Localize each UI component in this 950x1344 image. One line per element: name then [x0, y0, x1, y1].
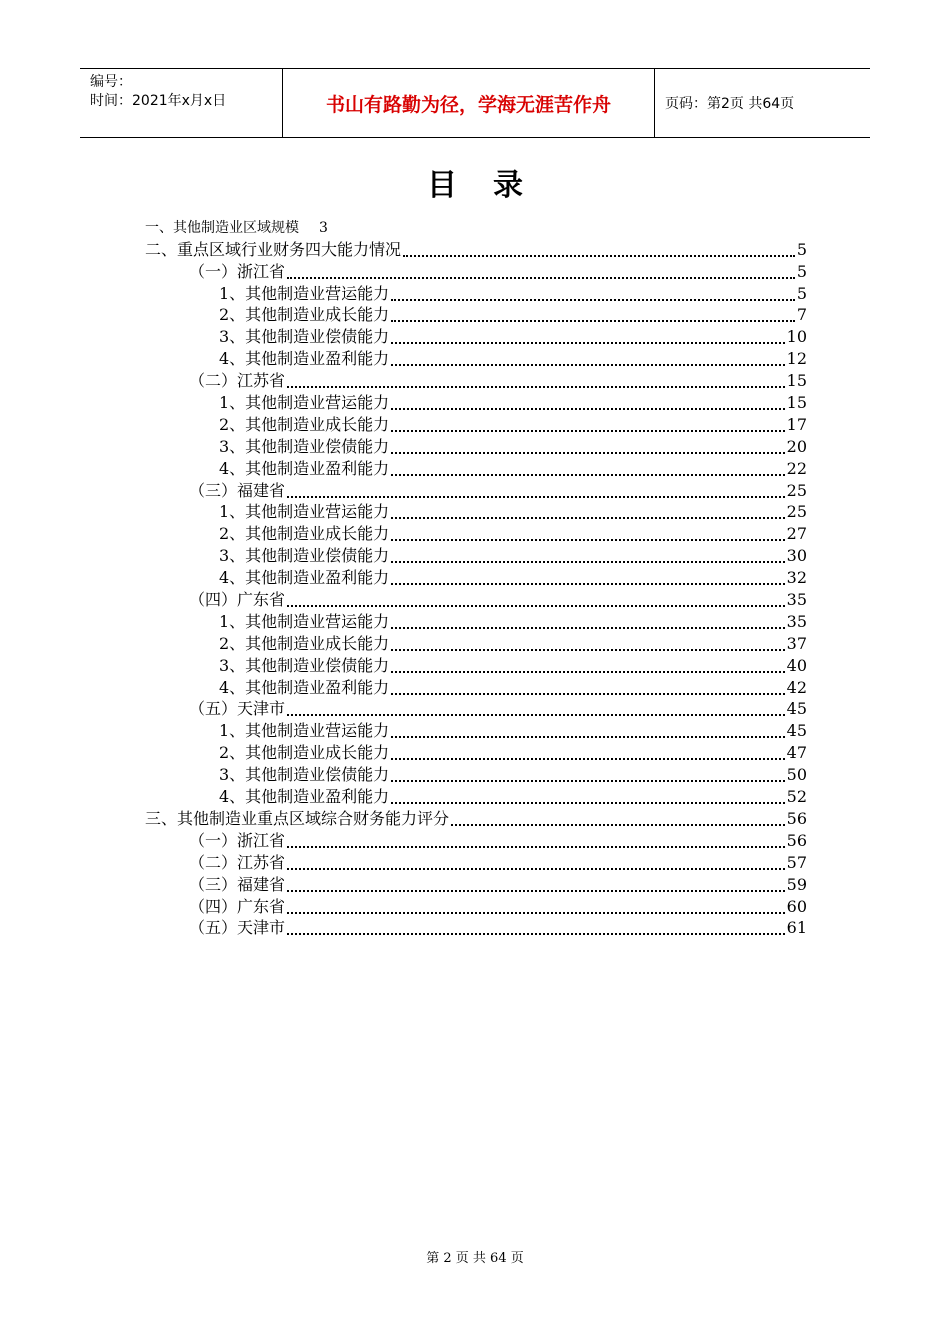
toc-entry[interactable] — [145, 304, 807, 326]
toc-entry[interactable] — [145, 676, 807, 698]
toc-entry-text: （四）广东省 — [189, 590, 286, 610]
toc-entry[interactable] — [145, 325, 807, 347]
toc-entry[interactable] — [145, 851, 807, 873]
toc-entry[interactable] — [145, 807, 807, 829]
toc-entry[interactable] — [145, 369, 807, 391]
header-time-label: 时间：2021年x月x日 — [90, 93, 227, 109]
toc-entry-page: 52 — [786, 787, 807, 807]
toc-entry[interactable] — [145, 391, 807, 413]
toc-entry-page: 47 — [786, 743, 807, 763]
toc-leader-dots — [391, 539, 784, 541]
toc-entry-text: （三）福建省 — [189, 480, 286, 500]
toc-entry[interactable] — [145, 610, 807, 632]
toc-entry-text: 1、其他制造业营运能力 — [219, 721, 390, 741]
toc-entry-page: 32 — [786, 568, 807, 588]
toc-entry-page: 7 — [796, 305, 807, 325]
toc-entry-text: 一、其他制造业区域规模 — [145, 219, 299, 236]
toc-entry-text: （二）江苏省 — [189, 852, 286, 872]
toc-leader-dots — [287, 386, 785, 388]
toc-entry-page: 59 — [786, 874, 807, 894]
toc-entry-page: 37 — [786, 633, 807, 653]
toc-entry[interactable] — [145, 588, 807, 610]
toc-entry-page: 40 — [786, 655, 807, 675]
toc-entry[interactable] — [145, 719, 807, 741]
toc-entry-page: 60 — [786, 896, 807, 916]
toc-entry[interactable] — [145, 895, 807, 917]
toc-entry-page: 10 — [786, 327, 807, 347]
toc-leader-dots — [287, 496, 785, 498]
toc-leader-dots — [391, 802, 784, 804]
toc-entry[interactable] — [145, 829, 807, 851]
toc-entry-page: 35 — [786, 611, 807, 631]
toc-entry-page: 12 — [786, 349, 807, 369]
toc-leader-dots — [287, 933, 785, 935]
toc-entry-page: 35 — [786, 590, 807, 610]
toc-leader-dots — [287, 890, 785, 892]
toc-entry-page: 45 — [786, 721, 807, 741]
toc-entry-text: （五）天津市 — [189, 918, 286, 938]
toc-entry-page: 25 — [786, 502, 807, 522]
toc-entry[interactable] — [145, 216, 807, 238]
toc-entry[interactable] — [145, 282, 807, 304]
toc-entry-text: 2、其他制造业成长能力 — [219, 414, 390, 434]
toc-entry-text: 1、其他制造业营运能力 — [219, 502, 390, 522]
toc-entry[interactable] — [145, 785, 807, 807]
page-footer: 第 2 页 共 64 页 — [426, 1251, 524, 1266]
toc-entry-text: （三）福建省 — [189, 874, 286, 894]
toc-leader-dots — [391, 758, 784, 760]
toc-entry-page: 25 — [786, 480, 807, 500]
toc-leader-dots — [287, 605, 785, 607]
toc-entry-page: 3 — [319, 219, 328, 236]
toc-entry[interactable] — [145, 347, 807, 369]
toc-entry[interactable] — [145, 457, 807, 479]
toc-entry-text: 4、其他制造业盈利能力 — [219, 349, 390, 369]
toc-entry-page: 45 — [786, 699, 807, 719]
toc-entry-text: 3、其他制造业偿债能力 — [219, 765, 390, 785]
toc-entry-text: 3、其他制造业偿债能力 — [219, 436, 390, 456]
toc-entry-page: 17 — [786, 414, 807, 434]
toc-entry-text: 1、其他制造业营运能力 — [219, 611, 390, 631]
toc-entry-page: 27 — [786, 524, 807, 544]
toc-entry[interactable] — [145, 741, 807, 763]
page-header — [80, 68, 870, 138]
toc-leader-dots — [391, 561, 784, 563]
toc-leader-dots — [391, 736, 784, 738]
toc-entry-text: （四）广东省 — [189, 896, 286, 916]
table-of-contents — [145, 216, 807, 938]
toc-entry[interactable] — [145, 698, 807, 720]
toc-leader-dots — [287, 846, 785, 848]
toc-entry[interactable] — [145, 260, 807, 282]
toc-entry[interactable] — [145, 522, 807, 544]
toc-leader-dots — [391, 780, 784, 782]
toc-entry-page: 20 — [786, 436, 807, 456]
toc-entry-page: 22 — [786, 458, 807, 478]
toc-entry[interactable] — [145, 544, 807, 566]
toc-title: 目录 — [427, 168, 559, 203]
toc-leader-dots — [391, 342, 784, 344]
toc-entry[interactable] — [145, 413, 807, 435]
toc-leader-dots — [391, 452, 784, 454]
toc-entry-text: 2、其他制造业成长能力 — [219, 743, 390, 763]
toc-entry-page: 15 — [786, 393, 807, 413]
toc-leader-dots — [403, 255, 795, 257]
toc-entry-text: 3、其他制造业偿债能力 — [219, 327, 390, 347]
toc-entry[interactable] — [145, 479, 807, 501]
toc-leader-dots — [391, 649, 784, 651]
toc-entry-text: 4、其他制造业盈利能力 — [219, 568, 390, 588]
toc-entry-text: （一）浙江省 — [189, 261, 286, 281]
toc-entry-page: 56 — [786, 808, 807, 828]
toc-entry-text: （五）天津市 — [189, 699, 286, 719]
header-motto: 书山有路勤为径，学海无涯苦作舟 — [282, 69, 655, 137]
toc-entry[interactable] — [145, 917, 807, 939]
toc-entry[interactable] — [145, 435, 807, 457]
toc-leader-dots — [391, 408, 784, 410]
toc-leader-dots — [391, 693, 784, 695]
toc-entry-page: 57 — [786, 852, 807, 872]
toc-entry-text: 2、其他制造业成长能力 — [219, 633, 390, 653]
toc-entry-page: 56 — [786, 830, 807, 850]
toc-entry-page: 5 — [796, 239, 807, 259]
toc-entry-text: 4、其他制造业盈利能力 — [219, 458, 390, 478]
toc-entry-text: 三、其他制造业重点区域综合财务能力评分 — [145, 808, 450, 828]
toc-entry-page: 61 — [786, 918, 807, 938]
toc-leader-dots — [391, 627, 784, 629]
toc-leader-dots — [391, 517, 784, 519]
toc-leader-dots — [451, 824, 785, 826]
toc-entry[interactable] — [145, 566, 807, 588]
toc-leader-dots — [287, 912, 785, 914]
toc-entry-text: 1、其他制造业营运能力 — [219, 393, 390, 413]
header-page-info: 页码：第2页 共64页 — [665, 96, 795, 112]
header-meta — [80, 69, 282, 137]
toc-leader-dots — [391, 671, 784, 673]
toc-entry-text: 1、其他制造业营运能力 — [219, 283, 390, 303]
toc-entry[interactable] — [145, 654, 807, 676]
toc-leader-dots — [287, 714, 785, 716]
toc-leader-dots — [287, 277, 795, 279]
toc-leader-dots — [391, 364, 784, 366]
toc-leader-dots — [287, 868, 785, 870]
toc-entry-text: 4、其他制造业盈利能力 — [219, 677, 390, 697]
toc-entry-page: 15 — [786, 371, 807, 391]
toc-entry[interactable] — [145, 238, 807, 260]
toc-entry[interactable] — [145, 873, 807, 895]
toc-entry-page: 30 — [786, 546, 807, 566]
toc-entry-text: （二）江苏省 — [189, 371, 286, 391]
toc-leader-dots — [391, 299, 795, 301]
toc-leader-dots — [391, 320, 795, 322]
toc-entry-text: （一）浙江省 — [189, 830, 286, 850]
toc-entry-text: 2、其他制造业成长能力 — [219, 524, 390, 544]
toc-entry-page: 5 — [796, 283, 807, 303]
toc-entry[interactable] — [145, 501, 807, 523]
toc-entry-page: 42 — [786, 677, 807, 697]
toc-entry-text: 4、其他制造业盈利能力 — [219, 787, 390, 807]
toc-entry[interactable] — [145, 763, 807, 785]
toc-entry[interactable] — [145, 632, 807, 654]
header-number-label: 编号： — [90, 74, 132, 90]
toc-entry-page: 5 — [796, 261, 807, 281]
toc-leader-dots — [391, 474, 784, 476]
toc-entry-text: 3、其他制造业偿债能力 — [219, 655, 390, 675]
toc-entry-page: 50 — [786, 765, 807, 785]
toc-entry-text: 二、重点区域行业财务四大能力情况 — [145, 239, 402, 259]
toc-entry-text: 2、其他制造业成长能力 — [219, 305, 390, 325]
toc-entry-text: 3、其他制造业偿债能力 — [219, 546, 390, 566]
toc-leader-dots — [391, 430, 784, 432]
toc-leader-dots — [391, 583, 784, 585]
